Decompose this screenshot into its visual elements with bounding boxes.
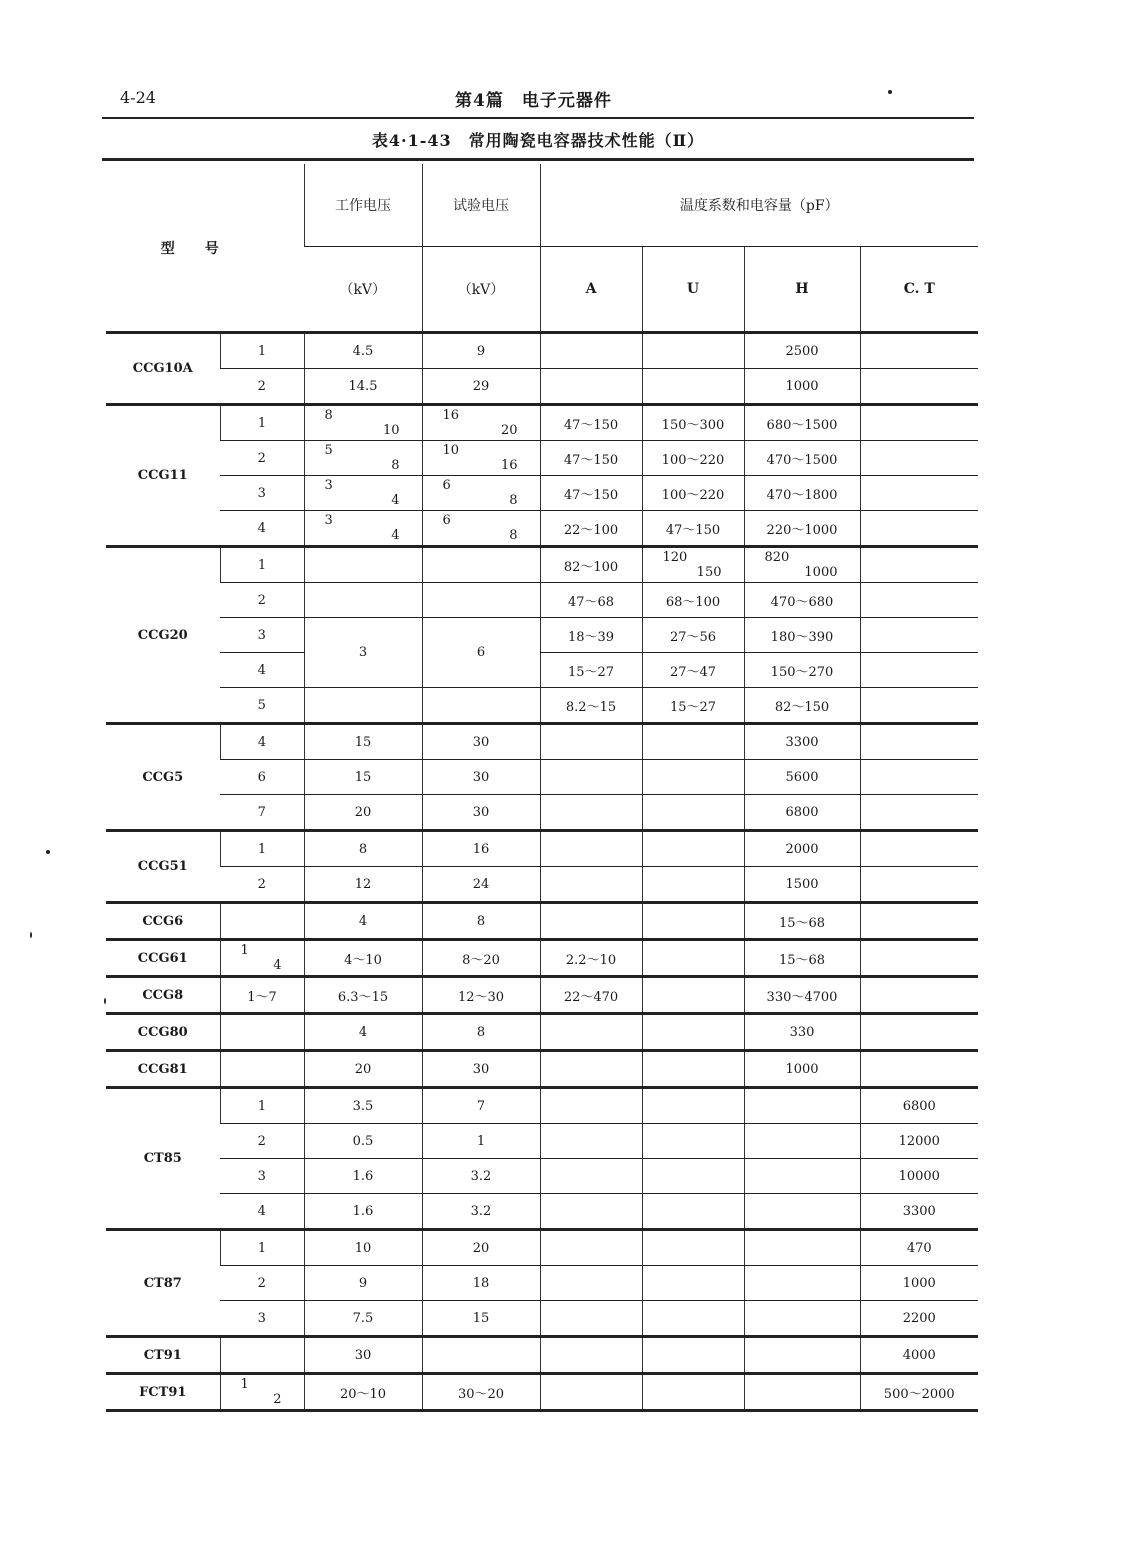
ct-cell — [860, 760, 978, 795]
test-voltage-cell: 12～30 — [422, 977, 540, 1014]
u-cell — [642, 1051, 744, 1088]
work-voltage-from: 3 — [324, 513, 333, 528]
u-cell — [642, 1088, 744, 1124]
a-cell — [540, 1124, 642, 1159]
u-cell — [642, 1194, 744, 1230]
header-model: 型号 — [106, 164, 304, 333]
test-voltage-cell — [422, 405, 540, 441]
u-cell — [642, 1124, 744, 1159]
table-row — [106, 441, 978, 476]
a-cell — [540, 1088, 642, 1124]
work-voltage-cell — [304, 476, 422, 511]
no-cell: 1 — [220, 333, 304, 369]
test-voltage-cell — [422, 583, 540, 618]
test-voltage-cell: 30 — [422, 724, 540, 760]
h-cell — [744, 1374, 860, 1411]
work-voltage-cell: 4～10 — [304, 940, 422, 977]
table-row — [106, 1124, 978, 1159]
a-cell — [540, 724, 642, 760]
u-cell — [642, 1337, 744, 1374]
u-cell: 27～47 — [642, 653, 744, 688]
ct-cell — [860, 940, 978, 977]
no-cell — [220, 1337, 304, 1374]
ct-cell: 1000 — [860, 1266, 978, 1301]
table-row — [106, 1088, 978, 1124]
work-voltage-cell: 6.3～15 — [304, 977, 422, 1014]
a-cell: 22～470 — [540, 977, 642, 1014]
no-cell: 6 — [220, 760, 304, 795]
h-cell: 330 — [744, 1014, 860, 1051]
u-cell: 150～300 — [642, 405, 744, 441]
ct-cell — [860, 511, 978, 547]
a-cell — [540, 1230, 642, 1266]
table-row — [106, 1374, 978, 1411]
a-cell: 15～27 — [540, 653, 642, 688]
a-cell: 47～150 — [540, 476, 642, 511]
no-cell — [220, 1374, 304, 1411]
no-cell: 3 — [220, 1301, 304, 1337]
work-voltage-from: 3 — [324, 478, 333, 493]
test-voltage-cell: 29 — [422, 369, 540, 405]
a-cell — [540, 1301, 642, 1337]
table-row — [106, 867, 978, 903]
table-row — [106, 1159, 978, 1194]
a-cell — [540, 867, 642, 903]
a-cell: 47～150 — [540, 441, 642, 476]
a-cell — [540, 1159, 642, 1194]
h-cell — [744, 1337, 860, 1374]
header-unit-kv-work: （kV） — [304, 247, 422, 333]
no-cell: 7 — [220, 795, 304, 831]
test-voltage-cell — [422, 547, 540, 583]
model-cell: CCG5 — [106, 724, 220, 831]
table-row — [106, 333, 978, 369]
table-row — [106, 369, 978, 405]
model-cell: CT85 — [106, 1088, 220, 1230]
ct-cell — [860, 1051, 978, 1088]
h-cell: 1000 — [744, 1051, 860, 1088]
h-cell: 5600 — [744, 760, 860, 795]
no-cell: 1 — [220, 831, 304, 867]
test-voltage-cell: 18 — [422, 1266, 540, 1301]
model-cell: CCG11 — [106, 405, 220, 547]
no-to: 4 — [273, 958, 282, 973]
h-cell: 680～1500 — [744, 405, 860, 441]
u-cell: 27～56 — [642, 618, 744, 653]
model-cell: CCG20 — [106, 547, 220, 724]
header-temp-coeff: 温度系数和电容量（pF） — [540, 164, 978, 247]
no-cell — [220, 903, 304, 940]
u-cell — [642, 903, 744, 940]
u-cell — [642, 333, 744, 369]
u-cell — [642, 867, 744, 903]
work-voltage-cell: 14.5 — [304, 369, 422, 405]
header-unit-kv-test: （kV） — [422, 247, 540, 333]
no-cell: 3 — [220, 618, 304, 653]
ct-cell: 3300 — [860, 1194, 978, 1230]
u-cell — [642, 724, 744, 760]
no-cell: 3 — [220, 476, 304, 511]
no-cell: 1 — [220, 547, 304, 583]
table-row — [106, 724, 978, 760]
work-voltage-cell: 1.6 — [304, 1194, 422, 1230]
no-cell — [220, 1051, 304, 1088]
a-cell — [540, 795, 642, 831]
model-cell: CCG80 — [106, 1014, 220, 1051]
work-voltage-cell: 20 — [304, 1051, 422, 1088]
table-row — [106, 405, 978, 441]
work-voltage-cell — [304, 511, 422, 547]
work-voltage-cell: 4 — [304, 1014, 422, 1051]
work-voltage-cell: 8 — [304, 831, 422, 867]
test-voltage-cell: 3.2 — [422, 1159, 540, 1194]
no-cell: 1 — [220, 1230, 304, 1266]
no-cell: 1～7 — [220, 977, 304, 1014]
u-cell — [642, 1014, 744, 1051]
no-cell: 4 — [220, 1194, 304, 1230]
h-cell — [744, 547, 860, 583]
work-voltage-cell: 4 — [304, 903, 422, 940]
no-cell: 1 — [220, 1088, 304, 1124]
u-from: 120 — [662, 550, 688, 565]
a-cell — [540, 760, 642, 795]
caption-rule — [102, 158, 974, 161]
ct-cell — [860, 333, 978, 369]
ink-dot — [888, 90, 892, 94]
no-cell: 2 — [220, 1266, 304, 1301]
h-cell: 2000 — [744, 831, 860, 867]
header-col-a: A — [540, 247, 642, 333]
u-cell: 15～27 — [642, 688, 744, 724]
table-row — [106, 1014, 978, 1051]
model-cell: CCG10A — [106, 333, 220, 405]
h-cell: 82～150 — [744, 688, 860, 724]
model-cell: CCG6 — [106, 903, 220, 940]
test-voltage-from: 10 — [442, 443, 460, 458]
h-cell — [744, 1301, 860, 1337]
table-row — [106, 977, 978, 1014]
test-voltage-cell: 30 — [422, 1051, 540, 1088]
ct-cell: 12000 — [860, 1124, 978, 1159]
model-cell: CT87 — [106, 1230, 220, 1337]
h-cell — [744, 1124, 860, 1159]
test-voltage-from: 16 — [442, 408, 460, 423]
h-cell: 15～68 — [744, 903, 860, 940]
work-voltage-cell: 7.5 — [304, 1301, 422, 1337]
a-cell: 8.2～15 — [540, 688, 642, 724]
work-voltage-cell: 4.5 — [304, 333, 422, 369]
ct-cell: 6800 — [860, 1088, 978, 1124]
work-voltage-cell — [304, 441, 422, 476]
test-voltage-cell — [422, 511, 540, 547]
test-voltage-cell — [422, 1337, 540, 1374]
test-voltage-cell: 30 — [422, 795, 540, 831]
no-cell: 4 — [220, 724, 304, 760]
test-voltage-cell: 7 — [422, 1088, 540, 1124]
u-cell — [642, 760, 744, 795]
h-cell: 470～680 — [744, 583, 860, 618]
test-voltage-cell — [422, 688, 540, 724]
ct-cell — [860, 583, 978, 618]
ct-cell — [860, 724, 978, 760]
u-to: 150 — [696, 565, 722, 580]
u-cell: 68～100 — [642, 583, 744, 618]
no-cell: 2 — [220, 867, 304, 903]
model-cell: CT91 — [106, 1337, 220, 1374]
no-cell: 2 — [220, 369, 304, 405]
ct-cell — [860, 547, 978, 583]
test-voltage-to: 8 — [509, 528, 518, 543]
work-voltage-from: 8 — [324, 408, 333, 423]
work-voltage-cell: 15 — [304, 724, 422, 760]
test-voltage-cell: 15 — [422, 1301, 540, 1337]
ct-cell — [860, 405, 978, 441]
ct-cell — [860, 653, 978, 688]
table-row — [106, 476, 978, 511]
work-voltage-cell: 20 — [304, 795, 422, 831]
test-voltage-cell: 20 — [422, 1230, 540, 1266]
table-row — [106, 795, 978, 831]
test-voltage-cell: 1 — [422, 1124, 540, 1159]
header-col-h: H — [744, 247, 860, 333]
table-row — [106, 1051, 978, 1088]
test-voltage-cell: 16 — [422, 831, 540, 867]
u-cell — [642, 1266, 744, 1301]
table-row — [106, 760, 978, 795]
work-voltage-cell — [304, 547, 422, 583]
work-voltage-cell — [304, 583, 422, 618]
ct-cell — [860, 867, 978, 903]
u-cell — [642, 547, 744, 583]
a-cell: 18～39 — [540, 618, 642, 653]
h-cell: 220～1000 — [744, 511, 860, 547]
no-cell: 5 — [220, 688, 304, 724]
test-voltage-cell: 6 — [422, 618, 540, 688]
ct-cell: 470 — [860, 1230, 978, 1266]
header-col-u: U — [642, 247, 744, 333]
ink-dot — [30, 932, 32, 938]
h-cell: 2500 — [744, 333, 860, 369]
test-voltage-to: 16 — [500, 458, 518, 473]
table-row — [106, 511, 978, 547]
header-col-ct: C. T — [860, 247, 978, 333]
u-cell — [642, 1230, 744, 1266]
table-row — [106, 688, 978, 724]
ink-dot — [46, 850, 50, 854]
ct-cell — [860, 903, 978, 940]
u-cell — [642, 1159, 744, 1194]
work-voltage-to: 10 — [382, 423, 400, 438]
u-cell — [642, 1374, 744, 1411]
table-row — [106, 1266, 978, 1301]
a-cell: 47～68 — [540, 583, 642, 618]
a-cell — [540, 1337, 642, 1374]
model-cell: CCG8 — [106, 977, 220, 1014]
no-cell: 4 — [220, 511, 304, 547]
a-cell — [540, 369, 642, 405]
test-voltage-cell: 30 — [422, 760, 540, 795]
ct-cell — [860, 441, 978, 476]
no-from: 1 — [240, 943, 249, 958]
ct-cell: 4000 — [860, 1337, 978, 1374]
no-cell: 1 — [220, 405, 304, 441]
no-to: 2 — [273, 1392, 282, 1407]
a-cell: 47～150 — [540, 405, 642, 441]
no-from: 1 — [240, 1377, 249, 1392]
ct-cell: 500～2000 — [860, 1374, 978, 1411]
h-cell: 330～4700 — [744, 977, 860, 1014]
test-voltage-cell: 30～20 — [422, 1374, 540, 1411]
no-cell: 2 — [220, 441, 304, 476]
a-cell — [540, 333, 642, 369]
table-row — [106, 547, 978, 583]
capacitor-spec-table — [106, 164, 978, 1412]
work-voltage-cell: 15 — [304, 760, 422, 795]
h-from: 820 — [764, 550, 790, 565]
a-cell — [540, 1374, 642, 1411]
test-voltage-cell: 9 — [422, 333, 540, 369]
work-voltage-cell: 10 — [304, 1230, 422, 1266]
test-voltage-to: 8 — [509, 493, 518, 508]
a-cell — [540, 1014, 642, 1051]
ct-cell: 2200 — [860, 1301, 978, 1337]
table-row — [106, 831, 978, 867]
no-cell — [220, 1014, 304, 1051]
u-cell — [642, 369, 744, 405]
a-cell — [540, 1194, 642, 1230]
page-number: 4-24 — [120, 88, 156, 107]
a-cell — [540, 831, 642, 867]
header-work-voltage: 工作电压 — [304, 164, 422, 247]
ink-dot — [104, 998, 106, 1004]
table-row — [106, 903, 978, 940]
work-voltage-cell: 3 — [304, 618, 422, 688]
h-cell — [744, 1088, 860, 1124]
table-row — [106, 940, 978, 977]
table-row — [106, 1230, 978, 1266]
test-voltage-cell: 24 — [422, 867, 540, 903]
h-cell: 6800 — [744, 795, 860, 831]
test-voltage-cell: 3.2 — [422, 1194, 540, 1230]
ct-cell — [860, 831, 978, 867]
work-voltage-cell — [304, 405, 422, 441]
table-title: 表4·1-43 常用陶瓷电容器技术性能（Ⅱ） — [371, 131, 705, 150]
ct-cell — [860, 618, 978, 653]
h-cell — [744, 1194, 860, 1230]
header-row-top — [106, 164, 978, 247]
u-cell: 100～220 — [642, 441, 744, 476]
h-cell — [744, 1159, 860, 1194]
u-cell — [642, 940, 744, 977]
work-voltage-cell: 3.5 — [304, 1088, 422, 1124]
model-cell: CCG61 — [106, 940, 220, 977]
work-voltage-cell: 9 — [304, 1266, 422, 1301]
a-cell — [540, 1051, 642, 1088]
a-cell: 22～100 — [540, 511, 642, 547]
table-row — [106, 1337, 978, 1374]
test-voltage-cell — [422, 476, 540, 511]
no-cell: 2 — [220, 583, 304, 618]
h-cell: 1500 — [744, 867, 860, 903]
ct-cell — [860, 688, 978, 724]
no-cell: 4 — [220, 653, 304, 688]
test-voltage-cell — [422, 441, 540, 476]
work-voltage-cell: 12 — [304, 867, 422, 903]
test-voltage-cell: 8 — [422, 903, 540, 940]
table-row — [106, 583, 978, 618]
a-cell — [540, 903, 642, 940]
h-cell: 470～1800 — [744, 476, 860, 511]
u-cell — [642, 977, 744, 1014]
work-voltage-cell: 0.5 — [304, 1124, 422, 1159]
h-cell: 180～390 — [744, 618, 860, 653]
model-cell: CCG51 — [106, 831, 220, 903]
table-row — [106, 653, 978, 688]
u-cell: 100～220 — [642, 476, 744, 511]
u-cell: 47～150 — [642, 511, 744, 547]
h-cell: 470～1500 — [744, 441, 860, 476]
work-voltage-from: 5 — [324, 443, 333, 458]
work-voltage-to: 8 — [391, 458, 400, 473]
work-voltage-cell: 30 — [304, 1337, 422, 1374]
u-cell — [642, 831, 744, 867]
no-cell — [220, 940, 304, 977]
a-cell: 82～100 — [540, 547, 642, 583]
h-cell — [744, 1230, 860, 1266]
ct-cell — [860, 795, 978, 831]
h-cell: 1000 — [744, 369, 860, 405]
table-row — [106, 1194, 978, 1230]
test-voltage-from: 6 — [442, 478, 451, 493]
table-row — [106, 1301, 978, 1337]
work-voltage-to: 4 — [391, 528, 400, 543]
h-cell: 15～68 — [744, 940, 860, 977]
ct-cell — [860, 476, 978, 511]
work-voltage-to: 4 — [391, 493, 400, 508]
section-title: 第4篇 电子元器件 — [455, 91, 612, 111]
u-cell — [642, 795, 744, 831]
a-cell: 2.2～10 — [540, 940, 642, 977]
work-voltage-cell — [304, 688, 422, 724]
model-cell: FCT91 — [106, 1374, 220, 1411]
ct-cell — [860, 369, 978, 405]
work-voltage-cell: 1.6 — [304, 1159, 422, 1194]
test-voltage-cell: 8 — [422, 1014, 540, 1051]
no-cell: 2 — [220, 1124, 304, 1159]
ct-cell: 10000 — [860, 1159, 978, 1194]
model-cell: CCG81 — [106, 1051, 220, 1088]
a-cell — [540, 1266, 642, 1301]
table-row — [106, 618, 978, 653]
h-cell: 150～270 — [744, 653, 860, 688]
h-cell: 3300 — [744, 724, 860, 760]
ct-cell — [860, 977, 978, 1014]
test-voltage-cell: 8～20 — [422, 940, 540, 977]
test-voltage-from: 6 — [442, 513, 451, 528]
u-cell — [642, 1301, 744, 1337]
top-rule — [102, 117, 974, 119]
ct-cell — [860, 1014, 978, 1051]
test-voltage-to: 20 — [500, 423, 518, 438]
h-cell — [744, 1266, 860, 1301]
h-to: 1000 — [804, 565, 838, 580]
work-voltage-cell: 20～10 — [304, 1374, 422, 1411]
header-test-voltage: 试验电压 — [422, 164, 540, 247]
no-cell: 3 — [220, 1159, 304, 1194]
